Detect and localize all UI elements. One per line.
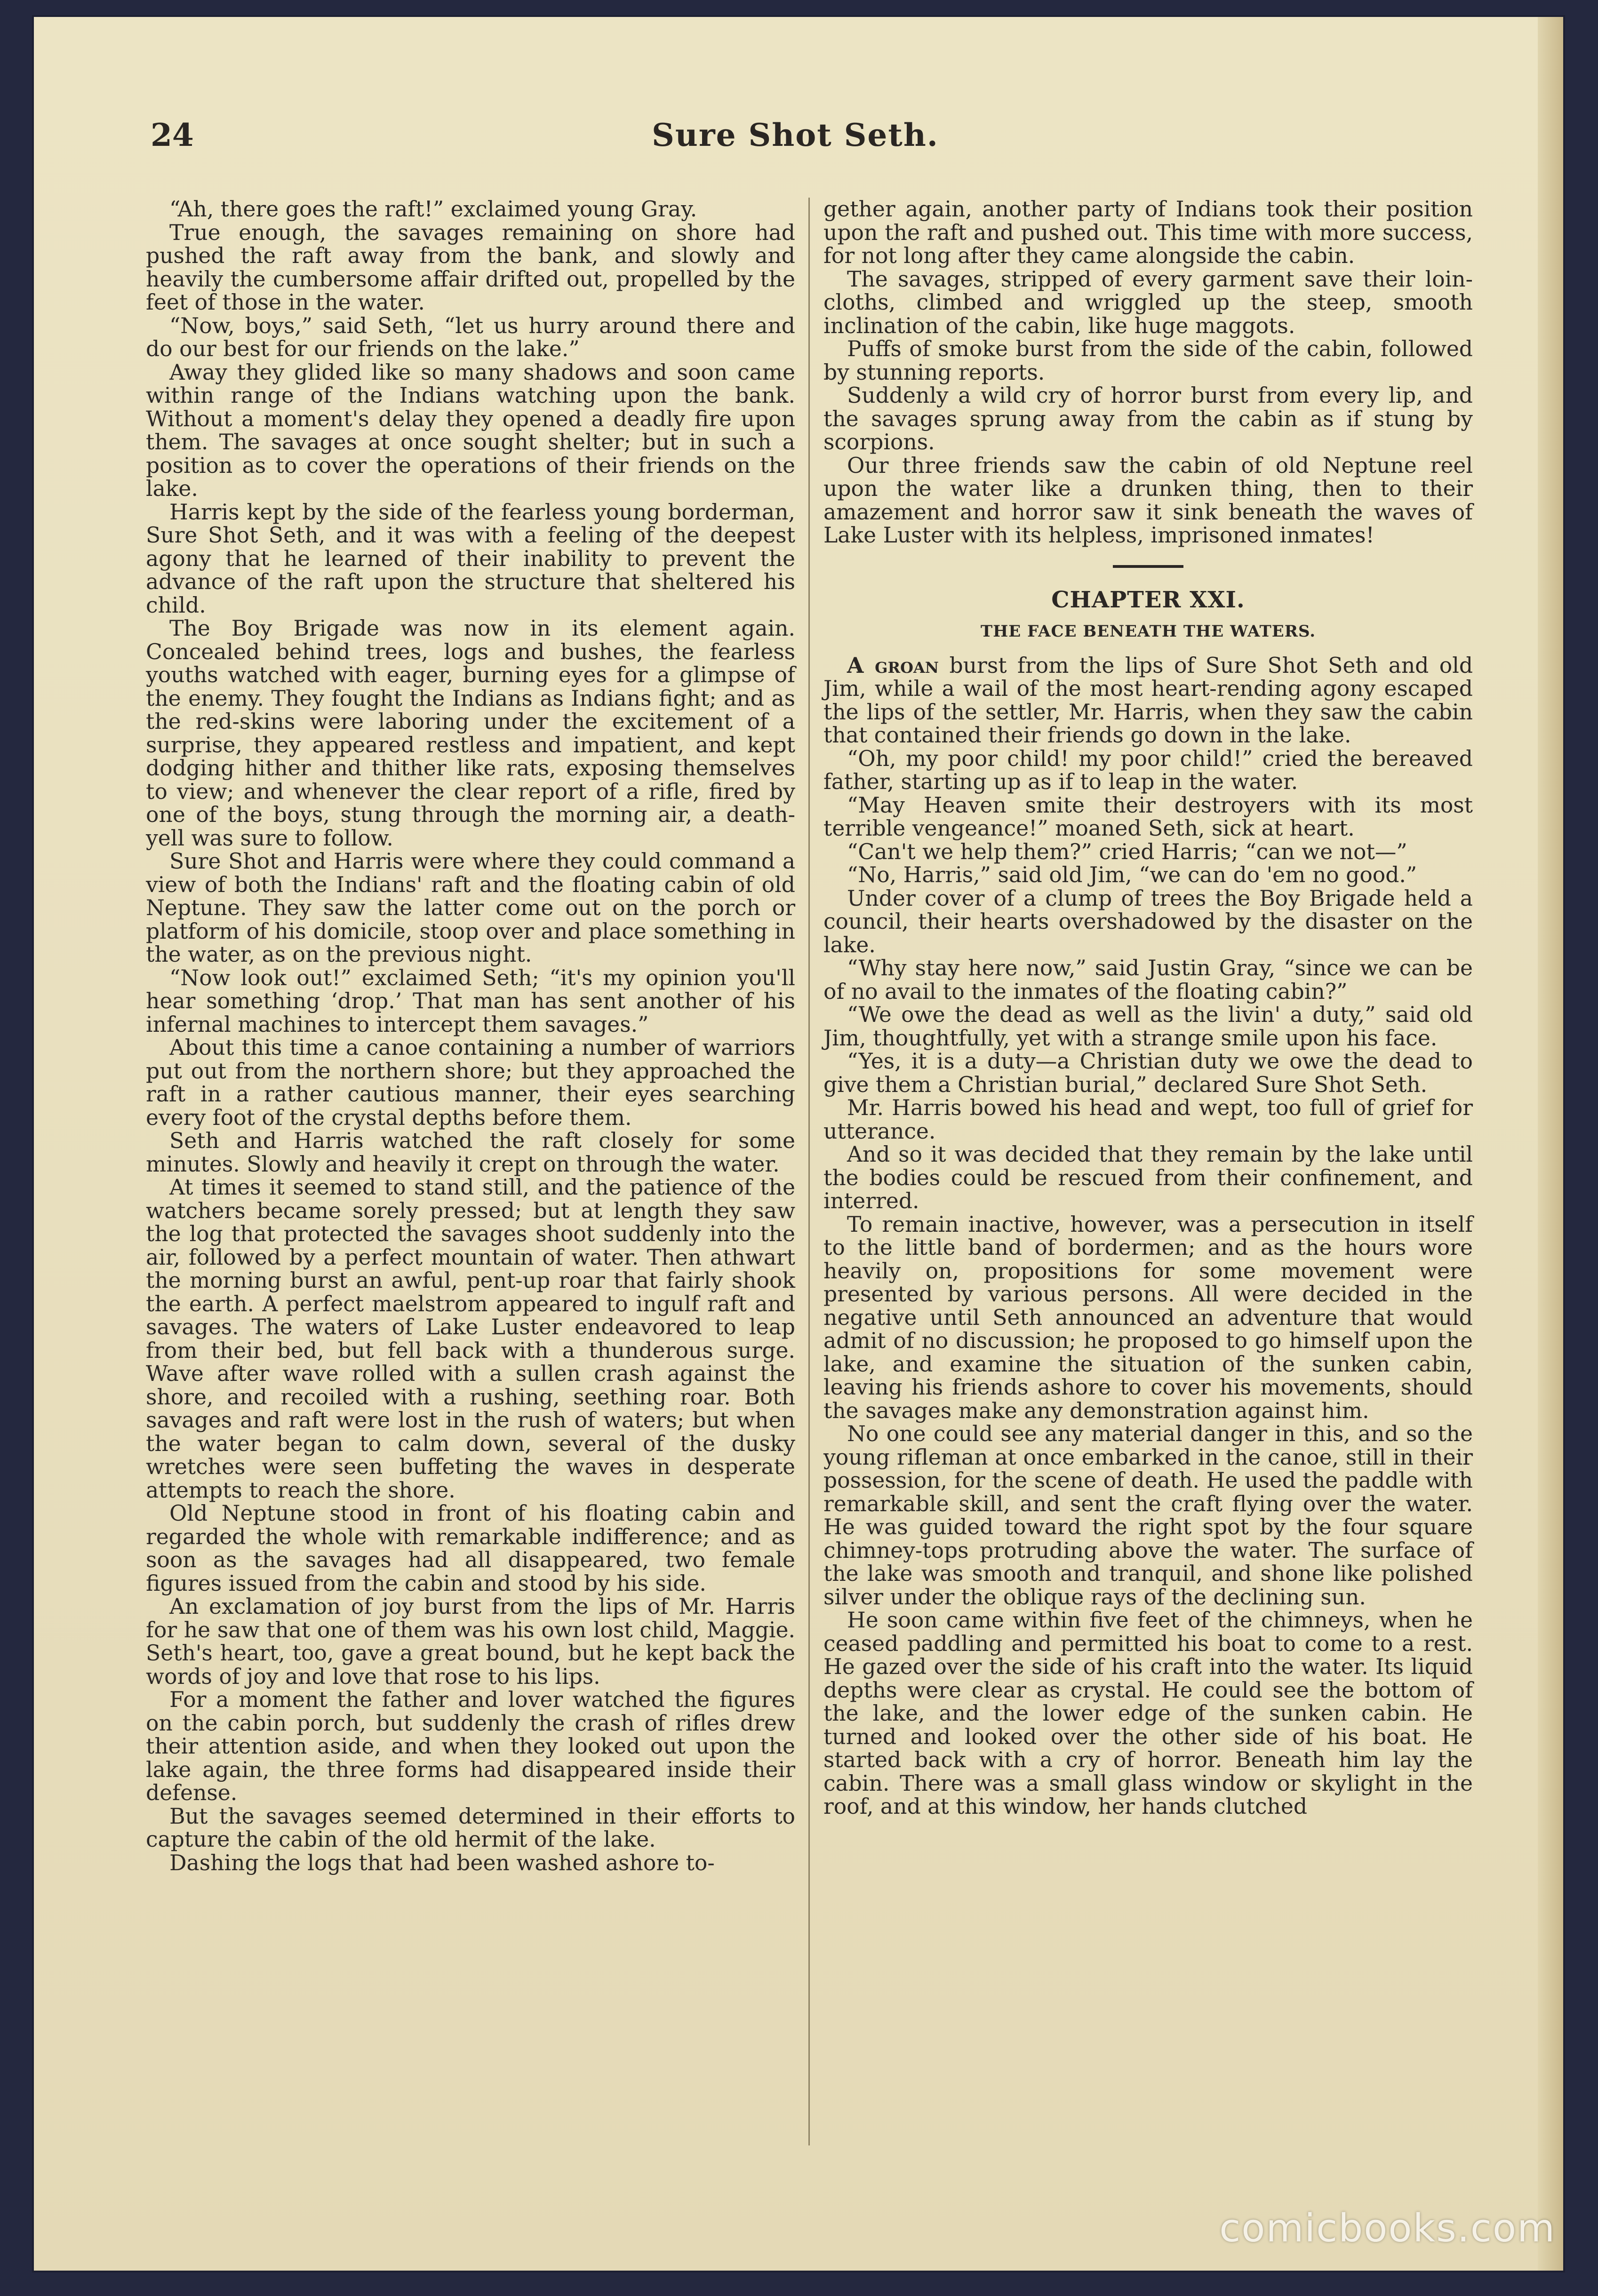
paragraph: Mr. Harris bowed his head and wept, too full of grief for utterance. <box>823 1095 1473 1144</box>
running-title: Sure Shot Seth. <box>652 117 939 153</box>
paragraph: To remain inactive, however, was a persecution in itself to the little band of bordermen; and as the hours wore heavily on, propositions for some movement were presented by various persons. All were decided in the negative until Seth announced an adventure that would admit of no discussion; he proposed to go himself upon the lake, and examine the situation of the sunken cabin, leaving his friends ashore to cover his movements, should the savages make any demonstration against him. <box>823 1212 1473 1423</box>
paragraph: “Can't we help them?” cried Harris; “can we not—” <box>847 839 1407 864</box>
page-number: 24 <box>151 117 194 153</box>
paragraph: Harris kept by the side of the fearless young borderman, Sure Shot Seth, and it was with a feeling of the deepest agony that he learned of their inability to prevent the advance of the raft upon the structure that sheltered his child. <box>146 499 795 618</box>
paragraph: gether again, another party of Indians took their position upon the raft and pushed out. This time with more success, for not long after they came alongside the cabin. <box>823 197 1473 268</box>
page-header <box>113 117 1478 168</box>
paragraph: “Oh, my poor child! my poor child!” cried the bereaved father, starting up as if to leap in the water. <box>823 746 1473 794</box>
paragraph: “Now look out!” exclaimed Seth; “it's my opinion you'll hear something ‘drop.’ That man has sent another of his infernal machines to intercept them savages.” <box>146 965 795 1037</box>
paragraph: About this time a canoe containing a number of warriors put out from the northern shore; but they approached the raft in a rather cautious manner, their eyes searching every foot of the crystal depths before them. <box>146 1035 795 1130</box>
chapter-subheading: THE FACE BENEATH THE WATERS. <box>980 622 1316 641</box>
paragraph: For a moment the father and lover watched the figures on the cabin porch, but suddenly the crash of rifles drew their attention aside, and when they looked out upon the lake again, the three forms had disappeared inside their defense. <box>146 1687 795 1805</box>
paragraph: “Why stay here now,” said Justin Gray, “since we can be of no avail to the inmates of the floating cabin?” <box>823 956 1473 1004</box>
paragraph: Seth and Harris watched the raft closely for some minutes. Slowly and heavily it crept on through the water. <box>146 1128 795 1177</box>
paragraph: “Yes, it is a duty—a Christian duty we owe the dead to give them a Christian burial,” declared Sure Shot Seth. <box>823 1049 1473 1097</box>
site-watermark: comicbooks.com <box>1219 2206 1556 2251</box>
paragraph: “No, Harris,” said old Jim, “we can do 'em no good.” <box>847 862 1417 887</box>
page-edge <box>1538 17 1563 2271</box>
paragraph: True enough, the savages remaining on shore had pushed the raft away from the bank, and slowly and heavily the cumbersome affair drifted out, propelled by the feet of those in the water. <box>146 220 795 315</box>
paragraph: No one could see any material danger in this, and so the young rifleman at once embarked in the canoe, still in their possession, for the scene of death. He used the paddle with remarkable skill, and sent the craft flying over the water. He was guided toward the right spot by the four square chimney-tops protruding above the water. The surface of the lake was smooth and tranquil, and shone like polished silver under the oblique rays of the declining sun. <box>823 1421 1473 1610</box>
right-column <box>823 198 1473 1818</box>
paragraph: The Boy Brigade was now in its element again. Concealed behind trees, logs and bushes, the fearless youths watched with eager, burning eyes for a glimpse of the enemy. They fought the Indians as Indians fight; and as the red-skins were laboring under the excitement of a surprise, they appeared restless and impatient, and kept dodging hither and thither like rats, exposing themselves to view; and whenever the clear report of a rifle, fired by one of the boys, stung through the morning air, a death-yell was sure to follow. <box>146 616 795 851</box>
paragraph: Our three friends saw the cabin of old Neptune reel upon the water like a drunken thing, then to their amazement and horror saw it sink beneath the waves of Lake Luster with its helpless, imprisoned inmates! <box>823 453 1473 548</box>
opening-text: burst from the lips of Sure Shot Seth and old Jim, while a wail of the most heart-rending agony escaped the lips of the settler, Mr. Harris, when they saw the cabin that contained their friends go down in the lake. <box>823 653 1473 748</box>
paragraph: He soon came within five feet of the chimneys, when he ceased paddling and permitted his boat to come to a rest. He gazed over the side of his craft into the water. Its liquid depths were clear as crystal. He could see the bottom of the lake, and the lower edge of the sunken cabin. He turned and looked over the other side of his boat. He started back with a cry of horror. Beneath him lay the cabin. There was a small glass window or skylight in the roof, and at this window, her hands clutched <box>823 1608 1473 1819</box>
column-divider <box>808 198 810 2145</box>
paragraph: Sure Shot and Harris were where they could command a view of both the Indians' raft and the floating cabin of old Neptune. They saw the latter come out on the porch or platform of his domicile, stoop over and place something in the water, as on the previous night. <box>146 849 795 967</box>
paragraph: But the savages seemed determined in their efforts to capture the cabin of the old hermit of the lake. <box>146 1803 795 1852</box>
paragraph: Away they glided like so many shadows and soon came within range of the Indians watching upon the bank. Without a moment's delay they opened a deadly fire upon them. The savages at once sought shelter; but in such a position as to cover the operations of their friends on the lake. <box>146 359 795 501</box>
paragraph: “Now, boys,” said Seth, “let us hurry around there and do our best for our friends on the lake.” <box>146 313 795 361</box>
paragraph: Suddenly a wild cry of horror burst from every lip, and the savages sprung away from the cabin as if stung by scorpions. <box>823 383 1473 454</box>
chapter-heading: CHAPTER XXI. <box>1051 586 1245 613</box>
paragraph: Puffs of smoke burst from the side of the cabin, followed by stunning reports. <box>823 336 1473 385</box>
paragraph: At times it seemed to stand still, and the patience of the watchers became sorely pressed; but at length they saw the log that protected the savages shoot suddenly into the air, followed by a perfect mountain of water. Then athwart the morning burst an awful, pent-up roar that fairly shook the earth. A perfect maelstrom appeared to ingulf raft and savages. The waters of Lake Luster endeavored to leap from their bed, but fell back with a thunderous surge. Wave after wave rolled with a sullen crash against the shore, and recoiled with a rushing, seething roar. Both savages and raft were lost in the rush of waters; but when the water began to calm down, several of the dusky wretches were seen buffeting the waves in desperate attempts to reach the shore. <box>146 1175 795 1503</box>
section-rule <box>1113 565 1183 568</box>
paragraph: Dashing the logs that had been washed ashore to- <box>169 1850 715 1875</box>
paragraph: “May Heaven smite their destroyers with its most terrible vengeance!” moaned Seth, sick at heart. <box>823 792 1473 841</box>
paragraph: And so it was decided that they remain by the lake until the bodies could be rescued from their confinement, and interred. <box>823 1142 1473 1213</box>
paragraph: The savages, stripped of every garment save their loin-cloths, climbed and wriggled up the steep, smooth inclination of the cabin, like huge maggots. <box>823 266 1473 338</box>
chapter-opening-paragraph <box>823 654 1473 747</box>
opening-words: A groan <box>847 652 939 678</box>
paragraph: Old Neptune stood in front of his floating cabin and regarded the whole with remarkable indifference; and as soon as the savages had all disappeared, two female figures issued from the cabin and stood by his side. <box>146 1501 795 1596</box>
paragraph: An exclamation of joy burst from the lips of Mr. Harris for he saw that one of them was his own lost child, Maggie. Seth's heart, too, gave a great bound, but he kept back the words of joy and love that rose to his lips. <box>146 1594 795 1689</box>
left-column <box>146 198 795 1874</box>
paragraph: “We owe the dead as well as the livin' a duty,” said old Jim, thoughtfully, yet with a strange smile upon his face. <box>823 1002 1473 1051</box>
paragraph: “Ah, there goes the raft!” exclaimed young Gray. <box>169 197 697 222</box>
paragraph: Under cover of a clump of trees the Boy Brigade held a council, their hearts overshadowed by the disaster on the lake. <box>823 885 1473 957</box>
